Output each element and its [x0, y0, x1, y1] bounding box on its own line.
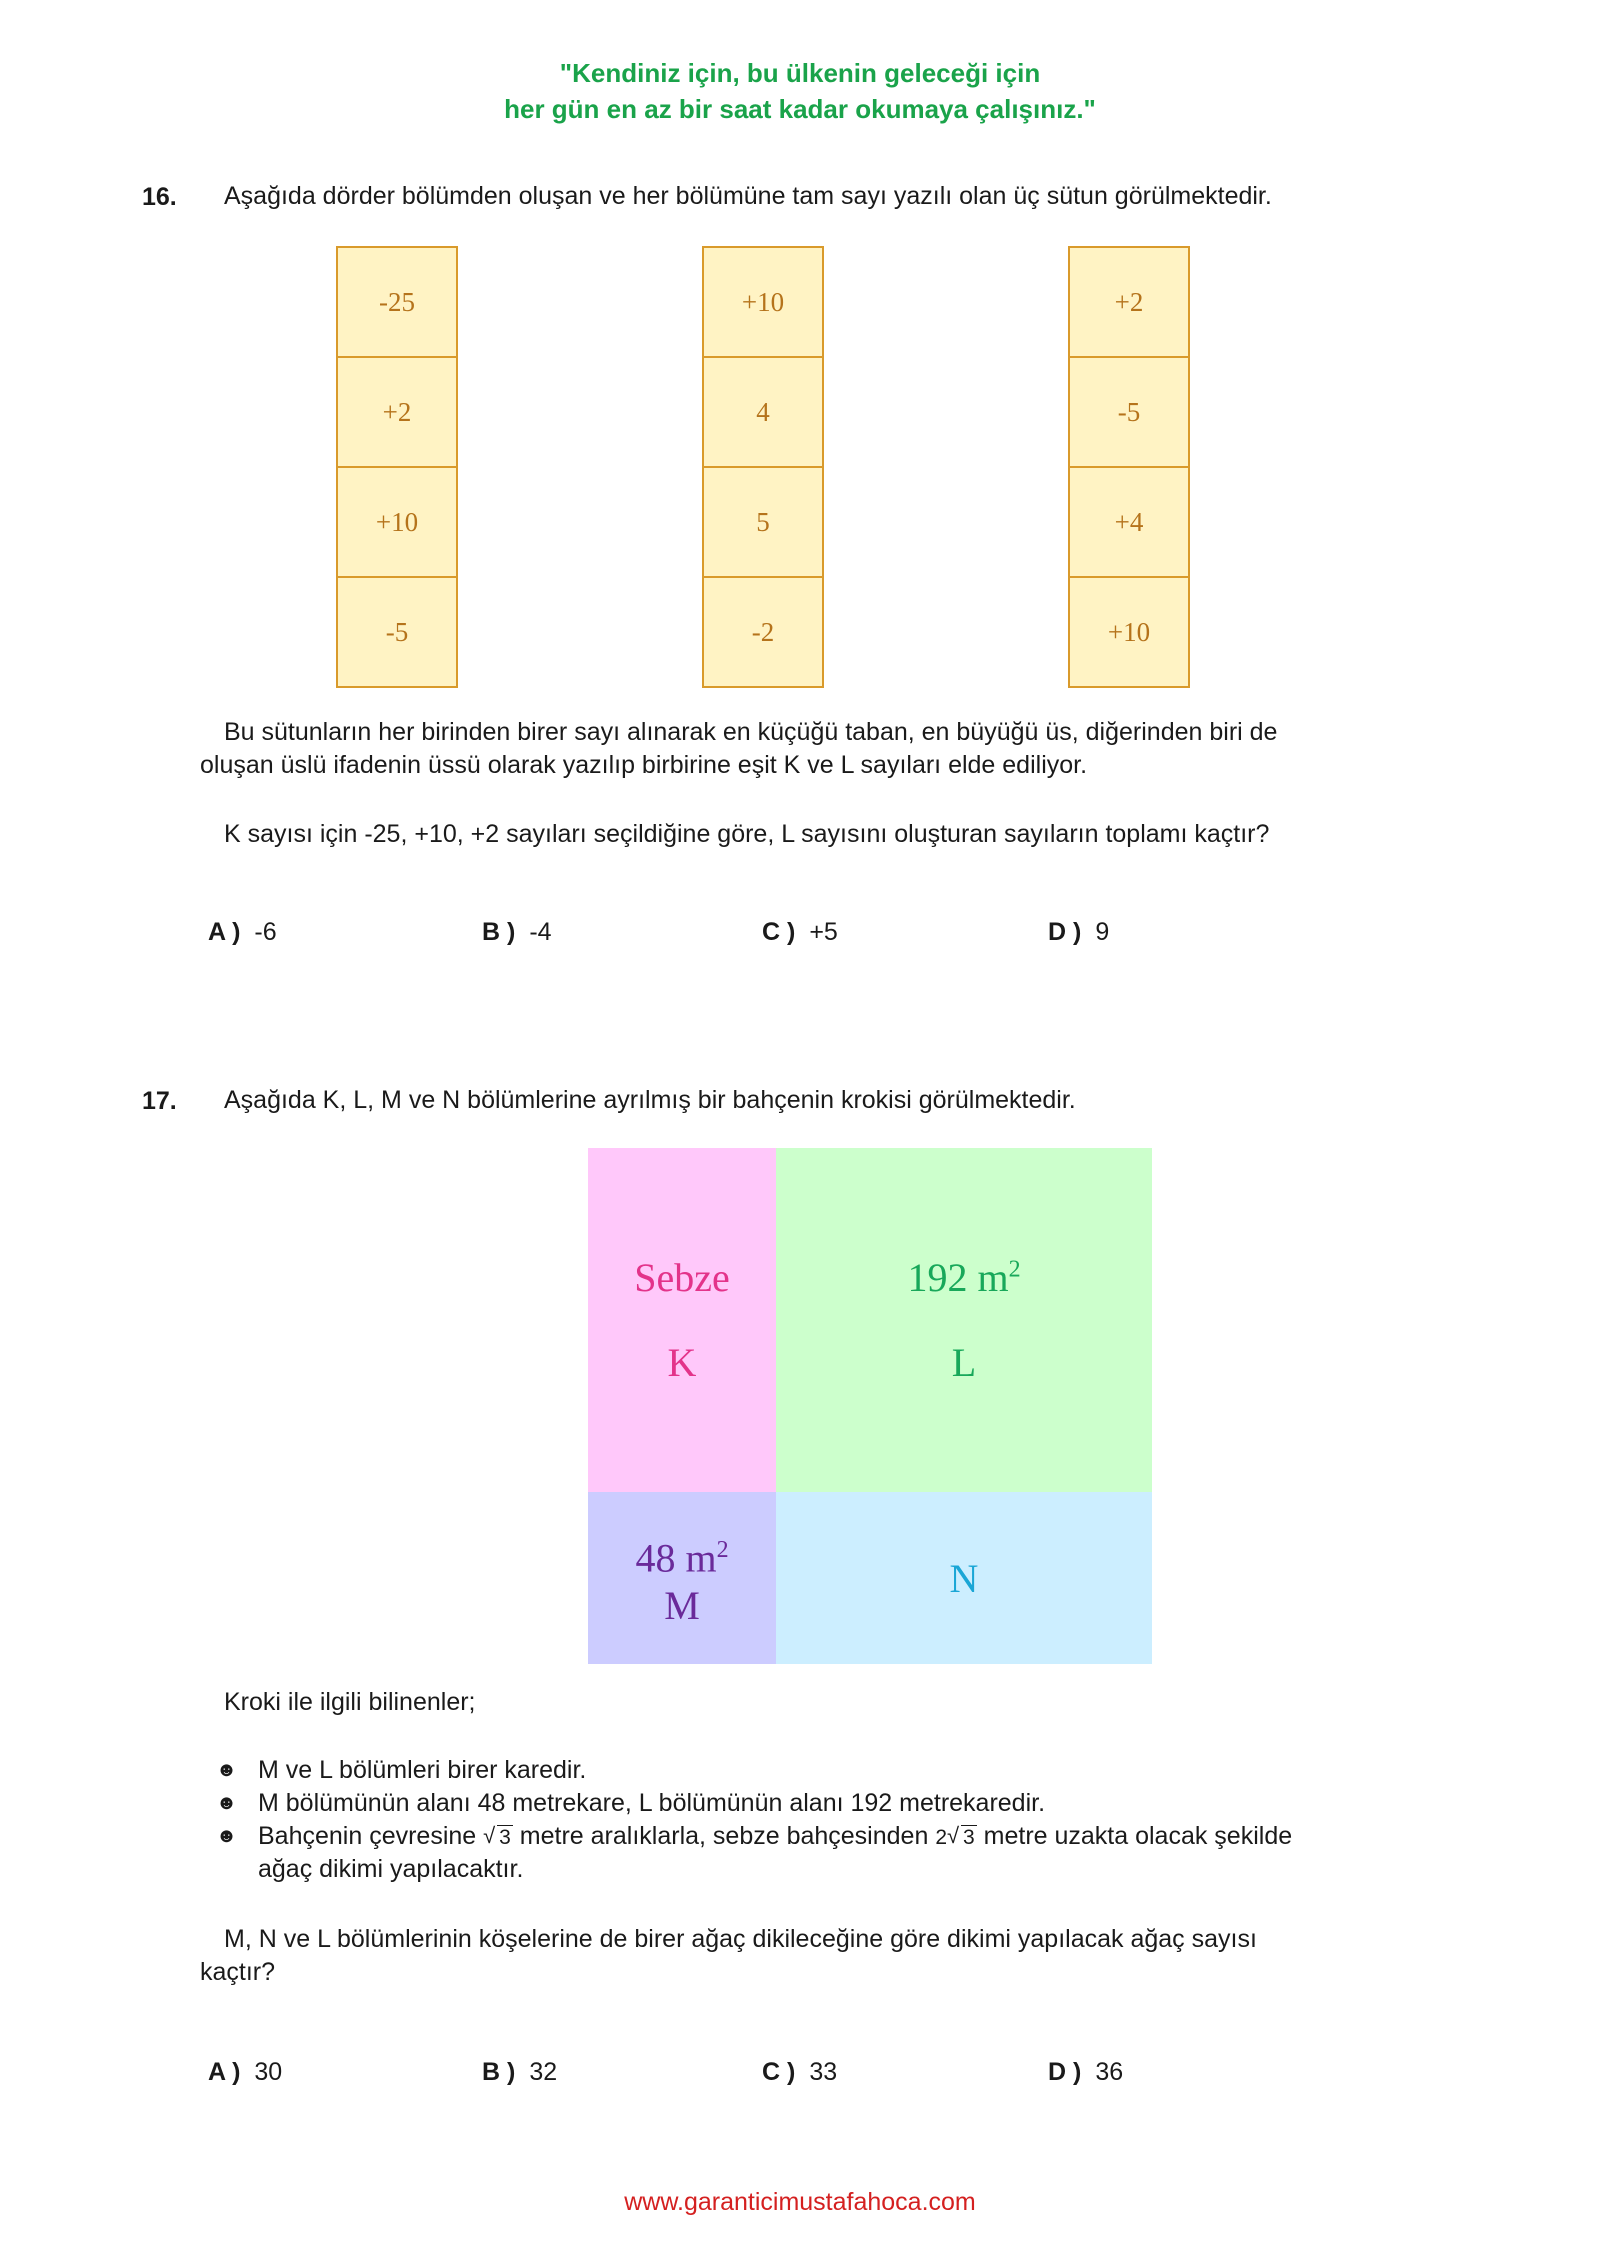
column-1-cell-4: -5: [385, 616, 409, 647]
column-3-cell-2: -5: [1070, 358, 1188, 468]
option-value: 9: [1095, 918, 1110, 946]
question-16-number: 16.: [142, 183, 177, 211]
motto-line-1: "Kendiniz için, bu ülkenin geleceği için: [559, 58, 1041, 88]
option-label: B ): [482, 2058, 516, 2086]
option-label: A ): [208, 918, 241, 946]
question-17-intro: Aşağıda K, L, M ve N bölümlerine ayrılmış bir bahçenin krokisi görülmektedir.: [224, 1086, 1076, 1114]
column-3-cell-3: +4: [1070, 468, 1188, 578]
q17-option-d[interactable]: [1048, 2058, 1123, 2087]
option-value: +5: [809, 918, 838, 946]
smiley-bullet-icon: ☻: [216, 1825, 238, 1847]
option-label: D ): [1048, 2058, 1082, 2086]
option-value: 30: [254, 2058, 283, 2086]
question-16-intro: Aşağıda dörder bölümden oluşan ve her bölümüne tam sayı yazılı olan üç sütun görülmektedir.: [224, 182, 1272, 210]
q16-option-d[interactable]: [1048, 918, 1109, 947]
column-2-cell-4: -2: [751, 616, 775, 647]
q17-option-a[interactable]: [208, 2058, 282, 2087]
column-1-cell-3: +10: [338, 468, 456, 578]
region-n: [776, 1492, 1152, 1664]
region-l-area: 192 $m^2$: [907, 1255, 1021, 1300]
option-label: D ): [1048, 918, 1082, 946]
region-k: [588, 1148, 776, 1492]
region-l: [776, 1148, 1152, 1492]
known-facts-title: Kroki ile ilgili bilinenler;: [224, 1688, 476, 1716]
region-k-letter: K: [667, 1340, 697, 1385]
question-17-question-line-1: M, N ve L bölümlerinin köşelerine de birer ağaç dikileceğine göre dikimi yapılacak ağaç sayısı: [224, 1925, 1257, 1953]
column-2-cell-2: 4: [704, 358, 822, 468]
region-m: [588, 1492, 776, 1664]
q17-option-c[interactable]: [762, 2058, 837, 2087]
fact-text: Bahçenin çevresine √ 3 metre aralıklarla, sebze bahçesinden 2 √ 3 metre uzakta olacak şekilde: [258, 1820, 1292, 1854]
option-value: -6: [254, 918, 277, 946]
column-2-cell-1: +10: [704, 248, 822, 358]
option-value: 33: [809, 2058, 838, 2086]
q16-option-b[interactable]: [482, 918, 552, 947]
number-column-3: [1068, 246, 1190, 688]
square-root-3: √ 3: [947, 1823, 975, 1849]
fact-text: M bölümünün alanı 48 metrekare, L bölümünün alanı 192 metrekaredir.: [258, 1789, 1046, 1817]
garden-sketch: [588, 1148, 1152, 1664]
question-17-number: 17.: [142, 1087, 177, 1115]
number-column-1: [336, 246, 458, 688]
column-3-cell-1: +2: [1070, 248, 1188, 358]
option-value: -4: [529, 918, 552, 946]
square-root-3: √ 3: [483, 1823, 511, 1849]
column-1-cell-1: -25: [338, 248, 456, 358]
q16-option-c[interactable]: [762, 918, 838, 947]
column-3-cell-4: +10: [1107, 616, 1151, 647]
question-16-paragraph-line-2: oluşan üslü ifadenin üssü olarak yazılıp birbirine eşit K ve L sayıları elde ediliyor.: [200, 751, 1088, 779]
region-m-letter: M: [664, 1583, 700, 1629]
question-17-question-line-2: kaçtır?: [200, 1958, 276, 1986]
motto-line-2: her gün en az bir saat kadar okumaya çalışınız.": [504, 94, 1096, 124]
question-16-question: K sayısı için -25, +10, +2 sayıları seçildiğine göre, L sayısını oluşturan sayıların toplamı kaçtır?: [224, 820, 1270, 848]
q16-option-a[interactable]: [208, 918, 277, 947]
question-16-paragraph-line-1: Bu sütunların her birinden birer sayı alınarak en küçüğü taban, en büyüğü üs, diğerinden biri de: [224, 718, 1278, 746]
number-column-2: [702, 246, 824, 688]
option-label: C ): [762, 2058, 796, 2086]
option-label: C ): [762, 918, 796, 946]
option-value: 32: [529, 2058, 558, 2086]
footer-website-link[interactable]: www.garanticimustafahoca.com: [624, 2188, 976, 2216]
smiley-bullet-icon: ☻: [216, 1759, 238, 1781]
column-1-cell-2: +2: [338, 358, 456, 468]
option-label: A ): [208, 2058, 241, 2086]
region-n-letter: N: [949, 1555, 979, 1601]
region-m-area: 48 $m^2$: [635, 1535, 729, 1581]
fact-item-3-line-2: ağaç dikimi yapılacaktır.: [258, 1855, 524, 1883]
fact-text: M ve L bölümleri birer karedir.: [258, 1756, 587, 1784]
region-l-letter: L: [951, 1340, 977, 1385]
smiley-bullet-icon: ☻: [216, 1792, 238, 1814]
q17-option-b[interactable]: [482, 2058, 557, 2087]
option-label: B ): [482, 918, 516, 946]
option-value: 36: [1095, 2058, 1124, 2086]
column-2-cell-3: 5: [704, 468, 822, 578]
region-k-vegetable-label: Sebze: [634, 1255, 730, 1300]
